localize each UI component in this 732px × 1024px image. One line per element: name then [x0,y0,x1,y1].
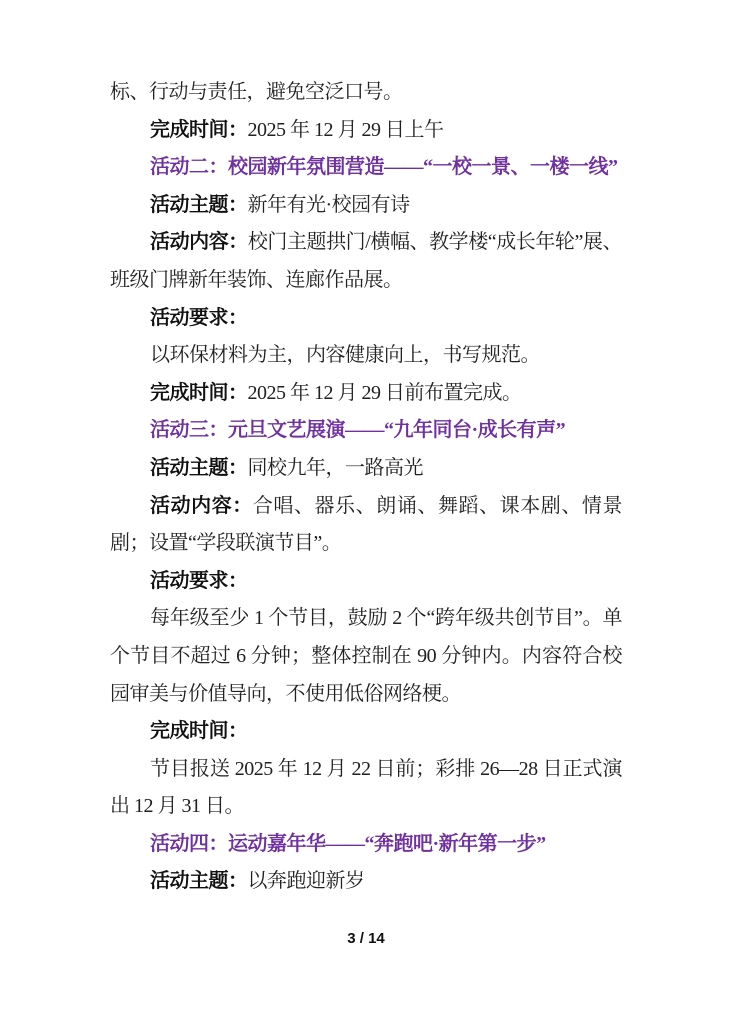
activity-heading: 活动三：元旦文艺展演——“九年同台·成长有声” [150,419,566,442]
paragraph-label: 活动主题： [150,870,248,893]
paragraph-label: 活动主题： [150,456,248,479]
paragraph-label: 完成时间： [150,118,248,141]
paragraph: 每年级至少 1 个节目，鼓励 2 个“跨年级共创节目”。单个节目不超过 6 分钟；整体控制在 90 分钟内。内容符合校园审美与价值导向，不使用低俗网络梗。 [110,607,622,705]
paragraph: 活动内容：合唱、器乐、朗诵、舞蹈、课本剧、情景剧；设置“学段联演节目”。 [110,494,623,555]
paragraph-label: 活动内容： [150,231,248,254]
paragraph-label: 活动内容： [150,494,253,517]
document-body [110,74,622,901]
paragraph-label: 活动要求： [150,306,248,329]
paragraph-label: 完成时间： [150,381,248,404]
paragraph [110,713,622,751]
paragraph-label: 活动要求： [150,569,248,592]
page-number: 3 / 14 [347,930,385,947]
paragraph-label: 完成时间： [150,720,248,743]
paragraph: 完成时间：2025 年 12 月 29 日上午 [150,118,444,141]
paragraph: 标、行动与责任，避免空泛口号。 [110,81,403,103]
paragraph: 节目报送 2025 年 12 月 22 日前；彩排 26—28 日正式演出 12 月 31 日。 [110,757,622,818]
activity-heading: 活动二：校园新年氛围营造——“一校一景、一楼一线” [150,156,618,179]
paragraph-label: 活动主题： [150,193,248,216]
paragraph: 活动主题：同校九年，一路高光 [150,456,423,479]
paragraph: 活动主题：新年有光·校园有诗 [150,193,410,216]
paragraph [110,300,622,338]
page-footer [0,930,732,948]
paragraph: 活动主题：以奔跑迎新岁 [150,870,365,893]
paragraph [110,563,622,601]
paragraph: 活动内容：校门主题拱门/横幅、教学楼“成长年轮”展、班级门牌新年装饰、连廊作品展。 [110,231,623,291]
paragraph: 以环保材料为主，内容健康向上，书写规范。 [150,344,540,367]
paragraph: 完成时间：2025 年 12 月 29 日前布置完成。 [150,381,522,404]
activity-heading: 活动四：运动嘉年华——“奔跑吧·新年第一步” [150,832,546,855]
